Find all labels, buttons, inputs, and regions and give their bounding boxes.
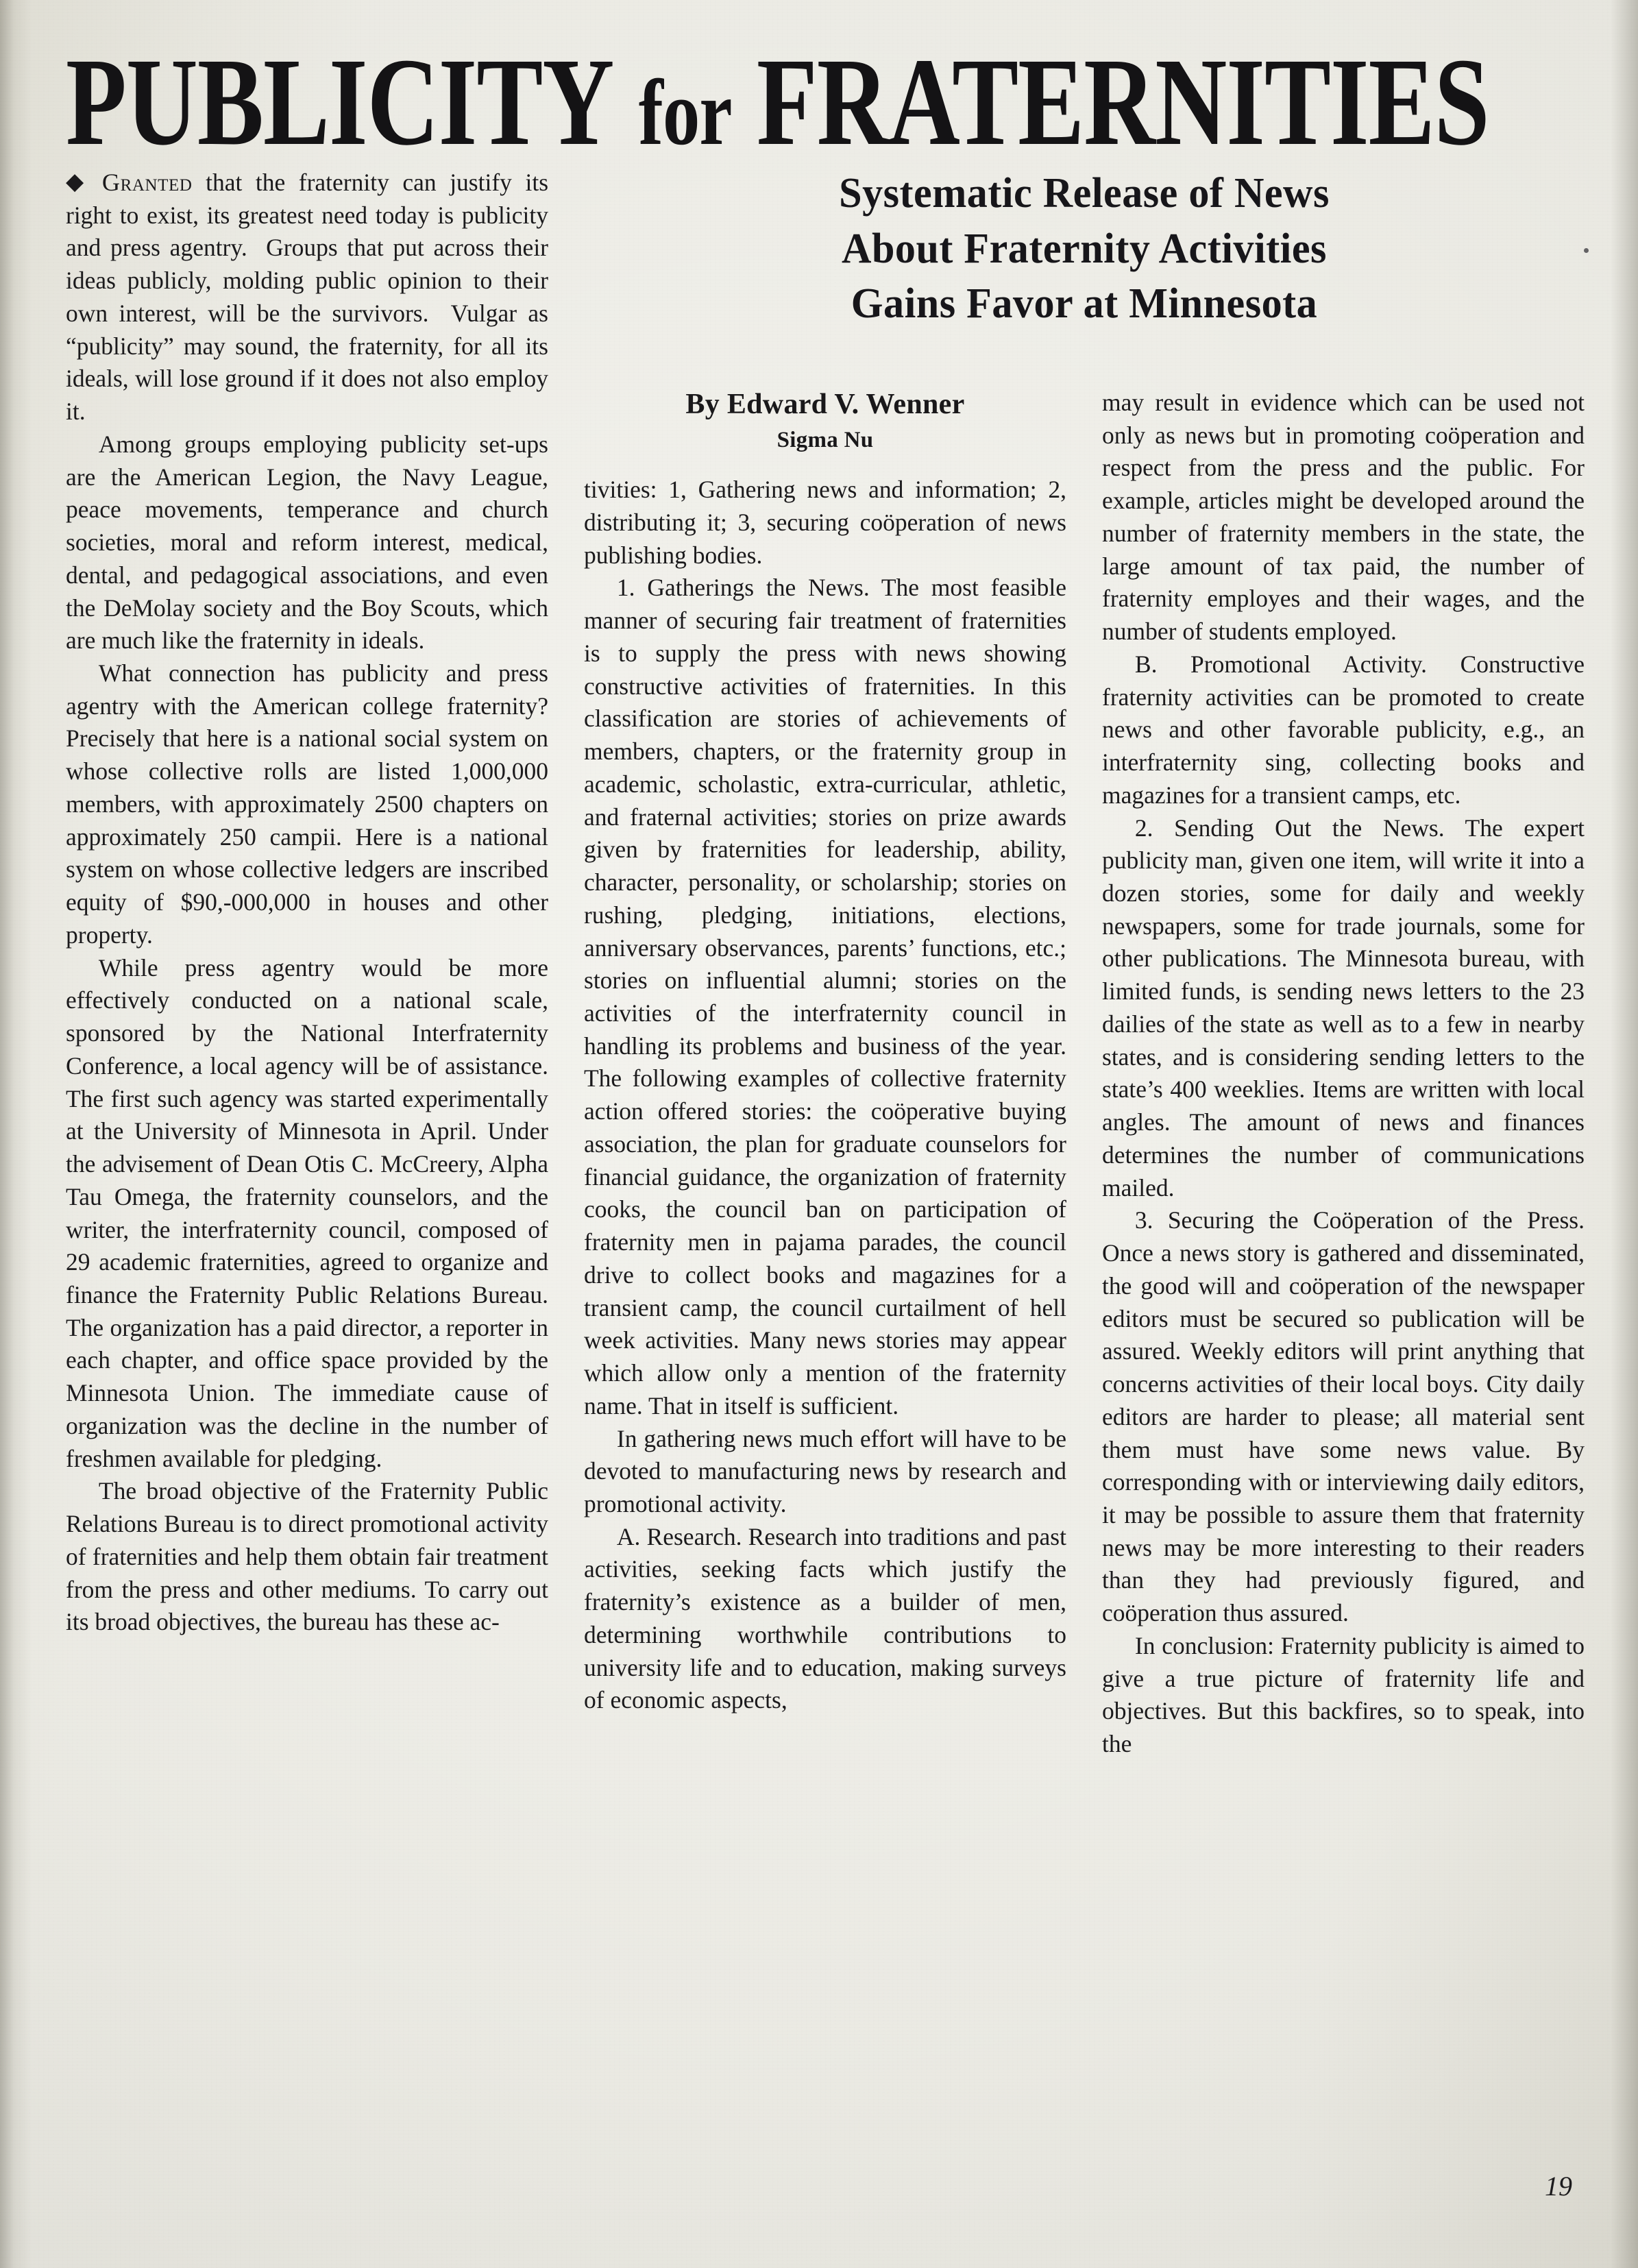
paragraph: tivities: 1, Gathering news and information; 2, distributing it; 3, securing coöperation of news publishing bodies. [584,476,1066,569]
byline-block [584,387,1066,457]
deck-line-1: Systematic Release of News [839,170,1330,217]
article-deck [584,166,1585,332]
text-column-1 [66,166,548,1761]
paragraph: Among groups employing publicity set-ups are the American Legion, the Navy League, peace movements, temperance and church societies, moral and reform interest, medical, dental, and pedagogical associations, and even the DeMolay society and the Boy Scouts, which are much like the fraternity in ideals. [66,430,548,655]
article-headline [66,32,1489,172]
paragraph: 2. Sending Out the News. The expert publicity man, given one item, will write it into a dozen stories, some for daily and weekly newspapers, some for trade journals, some for other publications. The Minnesota bureau, with limited funds, is sending news letters to the 23 dailies of the state as well as to a few in nearby states, and is considering sending letters to the state’s 400 weeklies. Items are written with local angles. The amount of news and finances determines the number of communications mailed. [1102,814,1585,1202]
column-3-body [1102,387,1585,1761]
byline-author: By Edward V. Wenner [685,389,965,420]
page-content [66,32,1585,1761]
text-column-3 [1102,166,1585,1761]
column-1-body [66,166,548,1639]
paragraph: In gathering news much effort will have to be devoted to manufacturing news by research and promotional activity. [584,1424,1066,1518]
stray-ink-dot [1584,248,1589,253]
page-number: 19 [1545,2171,1572,2202]
column-2-body [584,474,1066,1717]
paragraph: While press agentry would be more effectively conducted on a national scale, sponsored by the National Interfraternity Conference, a local agency will be of assistance. The first such agency was started experimentally at the University of Minnesota in April. Under the advisement of Dean Otis C. McCreery, Alpha Tau Omega, the fraternity counselors, and the writer, the interfraternity council, composed of 29 academic fraternities, agreed to organize and finance the Fraternity Public Relations Bureau. The organization has a paid director, a reporter in each chapter, and office space provided by the Minnesota Union. The immediate cause of organization was the decline in the number of freshmen available for pledging. [66,953,548,1472]
text-column-2 [584,166,1066,1761]
page-left-edge-shadow [0,0,32,2268]
paragraph: may result in evidence which can be used not only as news but in promoting coöperation and respect from the press and the public. For example, articles might be developed around the number of fraternity members in the state, the large amount of tax paid, the number of fraternity employes and their wages, and the number of students employed. [1102,389,1585,646]
headline-part-for: for [638,60,732,165]
dropcap-word: Granted [101,169,193,196]
paragraph: The broad objective of the Fraternity Public Relations Bureau is to direct promotional activity of fraternities and help them obtain fair treatment from the press and other mediums. To carry out its broad objectives, the bureau has these ac- [66,1477,548,1636]
headline-part-publicity: PUBLICITY [66,32,614,172]
paragraph: What connection has publicity and press agentry with the American college fraternity? Precisely that here is a national social system on whose collective rolls are listed 1,000,000 members, with approximately 2500 chapters on approximately 250 campii. Here is a national system on whose collective ledgers are inscribed equity of $90,-000,000 in houses and other property. [66,659,548,949]
deck-line-2: About Fraternity Activities [842,225,1327,272]
three-column-body [66,166,1585,1761]
paragraph: ◆ Granted that the fraternity can justify its right to exist, its greatest need today is publicity and press agentry. Groups that put across their ideas publicly, molding public opinion to their own interest, will be the survivors. Vulgar as “publicity” may sound, the fraternity, for all its ideals, will lose ground if it does not also employ it. [66,169,549,426]
deck-line-3: Gains Favor at Minnesota [851,280,1318,328]
paragraph: A. Research. Research into traditions and past activities, seeking facts which justify the fraternity’s existence as a builder of men, determining worthwhile contributions to university life and to education, making surveys of economic aspects, [584,1522,1066,1714]
page-right-edge-shadow [1611,0,1638,2268]
byline-affiliation: Sigma Nu [777,427,874,452]
diamond-bullet-icon: ◆ [66,169,91,195]
headline-part-fraternities: FRATERNITIES [756,32,1489,172]
paragraph: In conclusion: Fraternity publicity is aimed to give a true picture of fraternity life and objectives. But this backfires, so to speak, into the [1102,1631,1585,1758]
paragraph: B. Promotional Activity. Constructive fraternity activities can be promoted to create news and other favorable publicity, e.g., an interfraternity sing, collecting books and magazines for a transient camps, etc. [1102,650,1585,809]
paragraph: 1. Gatherings the News. The most feasible manner of securing fair treatment of fraternities is to supply the press with news showing constructive activities of fraternities. In this classification are stories of achievements of members, chapters, or the fraternity group in academic, scholastic, extra-curricular, athletic, and fraternal activities; stories on prize awards given by fraternities for leadership, ability, character, personality, or scholarship; stories on rushing, pledging, initiations, elections, anniversary observances, parents’ functions, etc.; stories on influential alumni; stories on the activities of the interfraternity council in handling its problems and business of the year. The following examples of collective fraternity action offered stories: the coöperative buying association, the plan for graduate counselors for financial guidance, the organization of fraternity cooks, the council ban on participation of fraternity men in pajama parades, the council drive to collect books and magazines for a transient camp, the council curtailment of hell week activities. Many news stories may appear which allow only a mention of the fraternity name. That in itself is sufficient. [584,574,1066,1419]
paragraph: 3. Securing the Coöperation of the Press. Once a news story is gathered and disseminated, the good will and coöperation of the newspaper editors must be secured so publication will be assured. Weekly editors will print anything that concerns activities of their local boys. City daily editors are harder to please; all material sent them must have some news value. By corresponding with or interviewing daily editors, it may be possible to assure them that fraternity news may be more interesting to their readers than they had previously figured, and coöperation thus assured. [1102,1206,1585,1627]
